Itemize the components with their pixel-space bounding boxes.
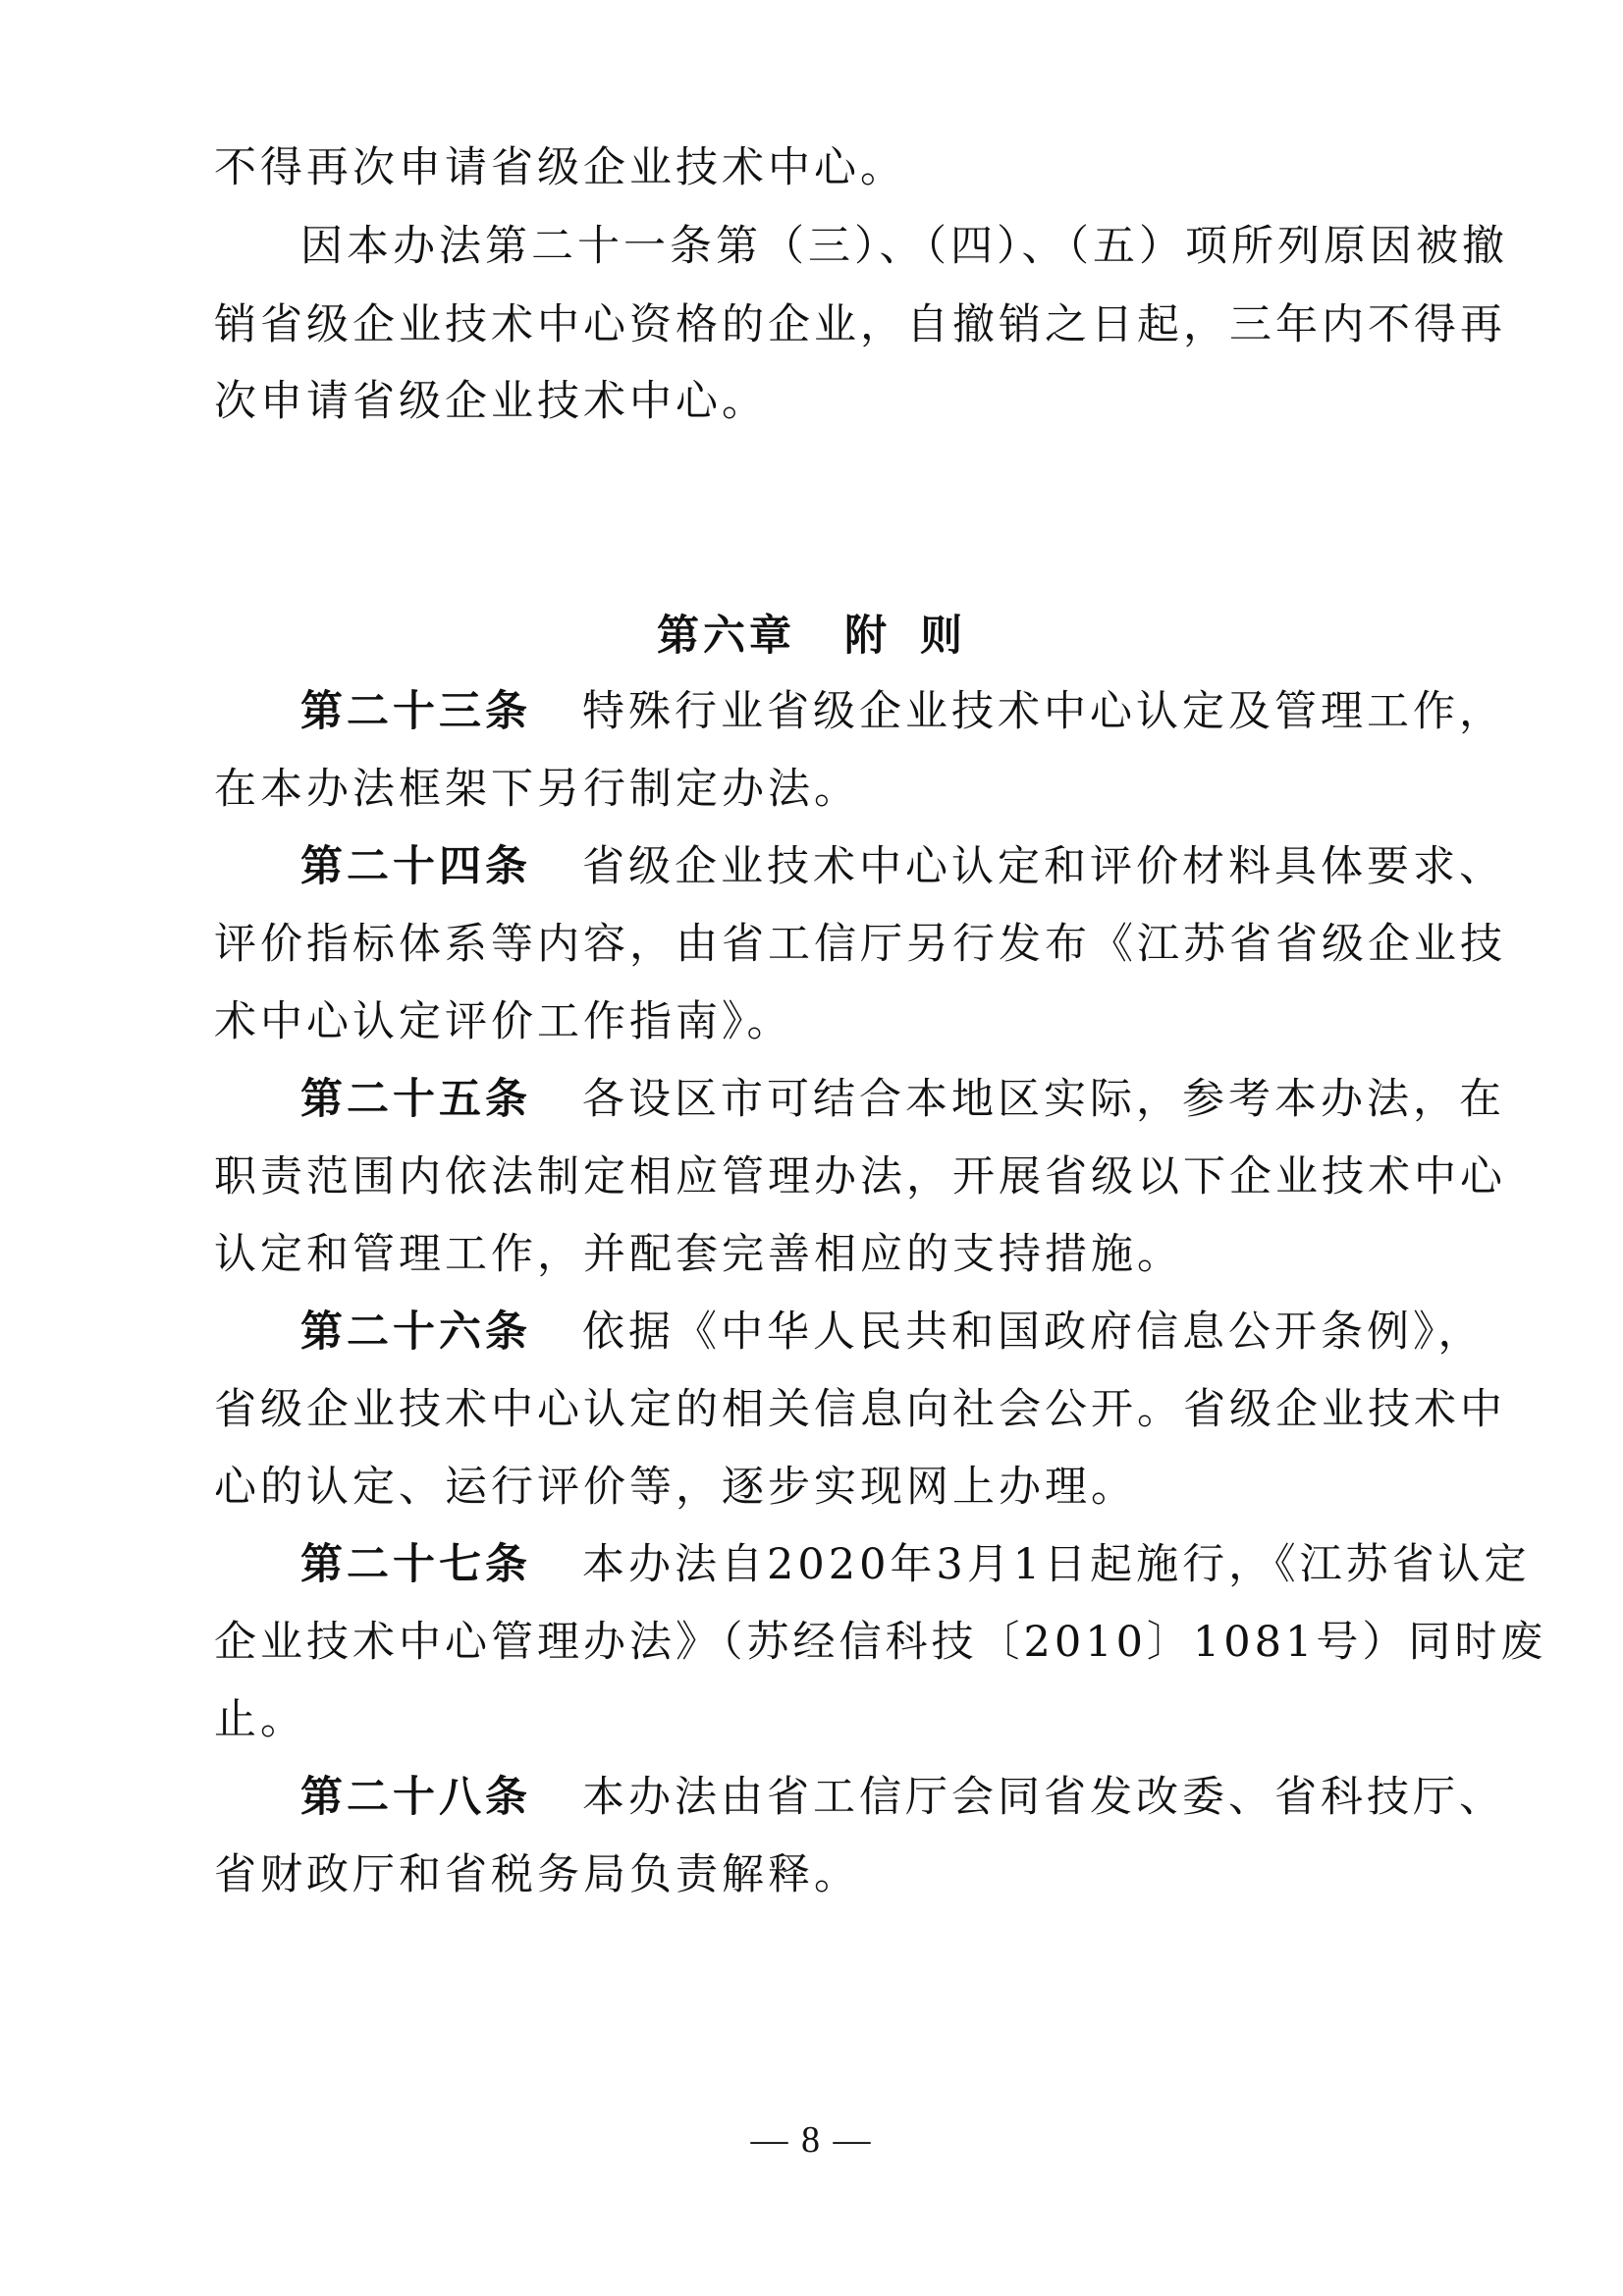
article-25-line-1 xyxy=(300,1060,1505,1139)
article-25-text-1: 各设区市可结合本地区实际，参考本办法，在 xyxy=(582,1075,1505,1124)
article-28-number: 第二十八条 xyxy=(300,1773,531,1822)
article-27-line-2: 企业技术中心管理办法》（苏经信科技〔2010〕1081号）同时废 xyxy=(214,1618,1547,1667)
chapter-number: 第六章 xyxy=(657,612,795,661)
article-26-line-1 xyxy=(300,1293,1485,1371)
article-23-line-1 xyxy=(300,672,1505,751)
article-26-number: 第二十六条 xyxy=(300,1308,531,1357)
article-24-number: 第二十四条 xyxy=(300,842,531,891)
article-26-line-2: 省级企业技术中心认定的相关信息向社会公开。省级企业技术中 xyxy=(214,1385,1506,1434)
article-24-line-3: 术中心认定评价工作指南》。 xyxy=(214,997,793,1046)
chapter-heading xyxy=(0,597,1623,675)
article-23-number: 第二十三条 xyxy=(300,687,531,736)
article-27-text-1: 本办法自2020年3月1日起施行，《江苏省认定 xyxy=(582,1540,1531,1589)
article-28-text-1: 本办法由省工信厅会同省发改委、省科技厅、 xyxy=(582,1773,1505,1822)
chapter-title-part2: 则 xyxy=(920,612,966,661)
chapter-title-part1: 附 xyxy=(844,612,891,661)
page-number: — 8 — xyxy=(750,2119,873,2161)
article-24-line-2: 评价指标体系等内容，由省工信厅另行发布《江苏省省级企业技 xyxy=(214,920,1506,969)
article-26-line-3: 心的认定、运行评价等，逐步实现网上办理。 xyxy=(214,1463,1137,1512)
article-23-line-2: 在本办法框架下另行制定办法。 xyxy=(214,765,860,814)
article-24-line-1 xyxy=(300,828,1505,906)
article-26-text-1: 依据《中华人民共和国政府信息公开条例》， xyxy=(582,1308,1485,1357)
article-23-text-1: 特殊行业省级企业技术中心认定及管理工作， xyxy=(582,687,1505,736)
intro-paragraph-line-2: 销省级企业技术中心资格的企业，自撤销之日起，三年内不得再 xyxy=(214,300,1506,349)
article-25-line-2: 职责范围内依法制定相应管理办法，开展省级以下企业技术中心 xyxy=(214,1152,1506,1201)
article-25-line-3: 认定和管理工作，并配套完善相应的支持措施。 xyxy=(214,1230,1183,1279)
article-28-line-1 xyxy=(300,1758,1505,1837)
article-25-number: 第二十五条 xyxy=(300,1075,531,1124)
intro-paragraph-line-1: 因本办法第二十一条第（三）、（四）、（五）项所列原因被撤 xyxy=(300,222,1508,271)
article-27-line-3: 止。 xyxy=(214,1695,306,1744)
intro-line-1: 不得再次申请省级企业技术中心。 xyxy=(214,143,906,192)
intro-paragraph-line-3: 次申请省级企业技术中心。 xyxy=(214,377,768,426)
article-24-text-1: 省级企业技术中心认定和评价材料具体要求、 xyxy=(582,842,1505,891)
article-27-line-1 xyxy=(300,1525,1531,1604)
article-28-line-2: 省财政厅和省税务局负责解释。 xyxy=(214,1850,860,1899)
article-27-number: 第二十七条 xyxy=(300,1540,531,1589)
